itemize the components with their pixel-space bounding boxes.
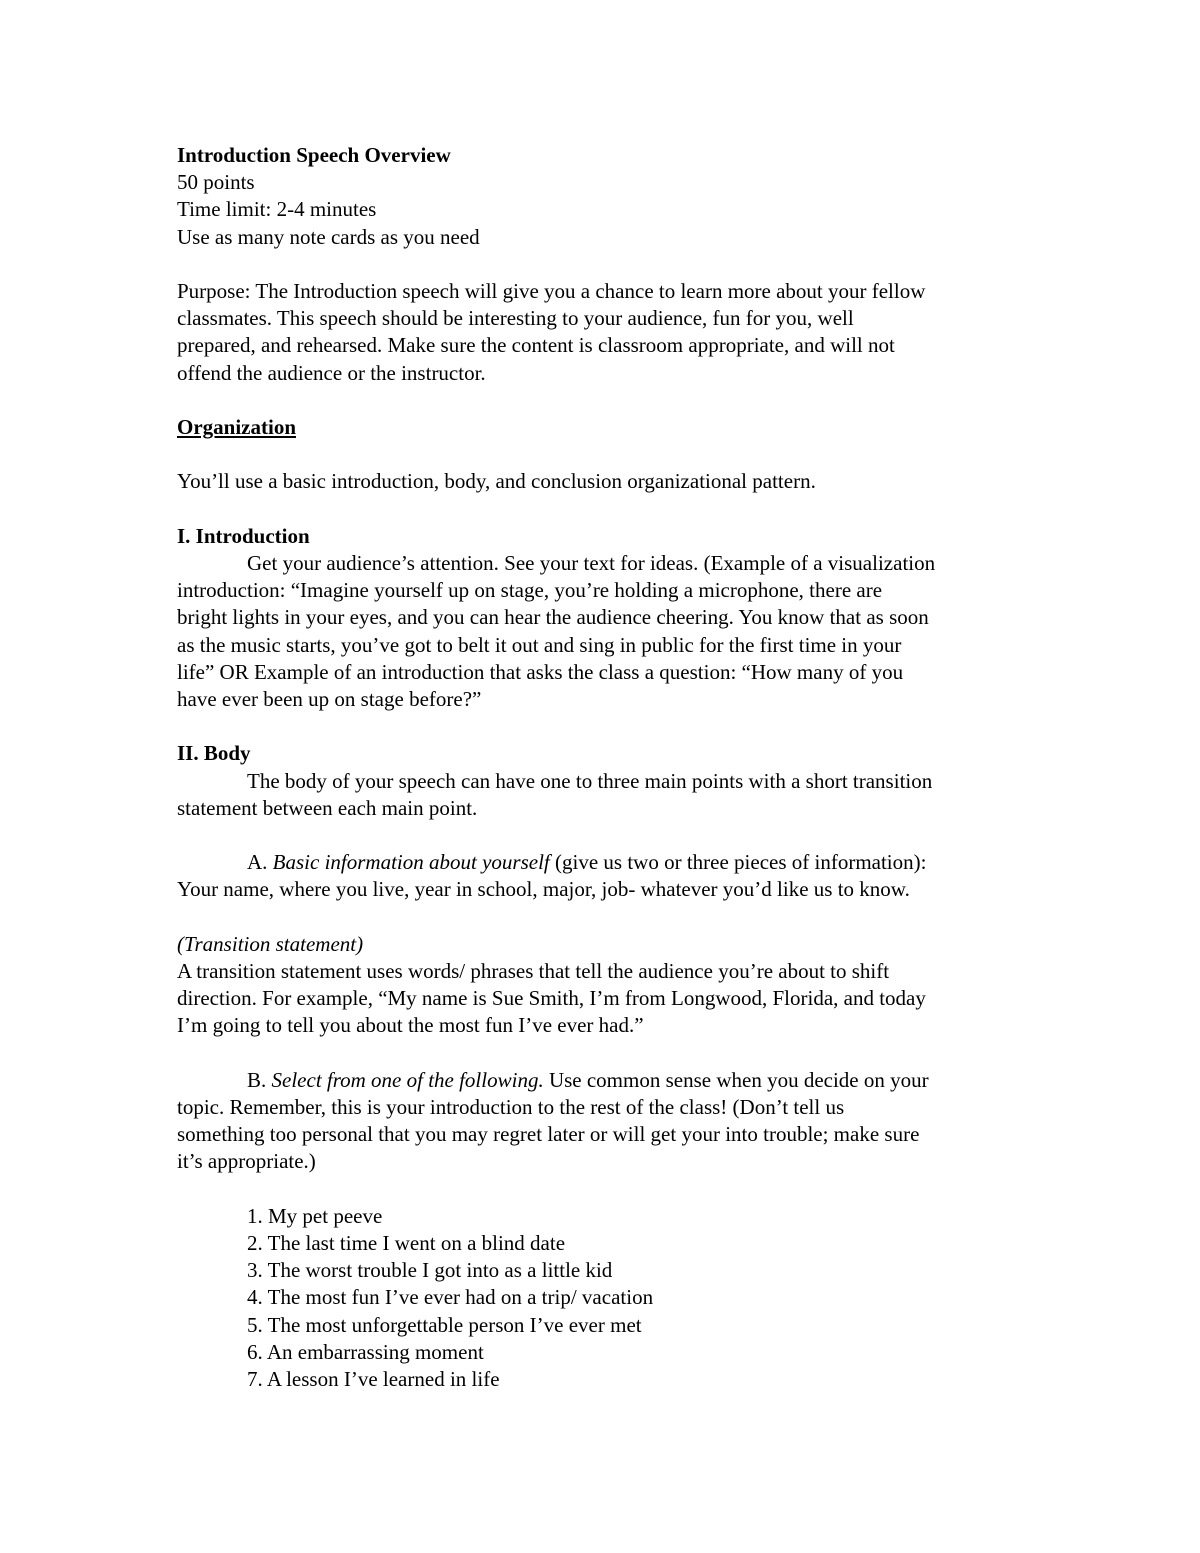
point-a-italic: Basic information about yourself [272, 850, 550, 875]
point-b-line: topic. Remember, this is your introduction to the rest of the class! (Don’t tell us [177, 1094, 845, 1119]
spacer [177, 822, 1037, 849]
transition-heading: (Transition statement) [177, 931, 364, 956]
transition-paragraph [177, 931, 1037, 1040]
point-b-line: something too personal that you may regret later or will get your into trouble; make sure [177, 1122, 920, 1147]
point-a-label: A. [247, 850, 273, 875]
spacer [177, 1040, 1037, 1067]
transition-line: direction. For example, “My name is Sue Smith, I’m from Longwood, Florida, and today [177, 986, 926, 1011]
spacer [177, 713, 1037, 740]
document-page [177, 142, 1037, 1393]
purpose-line: prepared, and rehearsed. Make sure the content is classroom appropriate, and will not [177, 333, 895, 358]
topics-list [177, 1203, 1037, 1393]
point-b-rest: Use common sense when you decide on your [543, 1067, 929, 1092]
introduction-line: as the music starts, you’ve got to belt it out and sing in public for the first time in your [177, 632, 902, 657]
introduction-line: have ever been up on stage before?” [177, 687, 482, 711]
spacer [177, 904, 1037, 931]
document-title: Introduction Speech Overview [177, 143, 451, 167]
point-b-first-line [177, 1067, 1037, 1094]
spacer [177, 1176, 1037, 1203]
body-heading: II. Body [177, 741, 251, 766]
introduction-line: introduction: “Imagine yourself up on stage, you’re holding a microphone, there are [177, 578, 883, 603]
point-a-rest: (give us two or three pieces of information): [549, 850, 927, 875]
list-item: 3. The worst trouble I got into as a little kid [247, 1258, 613, 1283]
list-item: 1. My pet peeve [247, 1203, 383, 1228]
note-cards-line: Use as many note cards as you need [177, 224, 480, 249]
list-item: 5. The most unforgettable person I’ve ever met [247, 1312, 642, 1337]
list-item: 6. An embarrassing moment [247, 1339, 484, 1364]
point-a-first-line [177, 849, 1037, 876]
organization-heading: Organization [177, 415, 296, 439]
transition-line: I’m going to tell you about the most fun I’ve ever had.” [177, 1013, 644, 1038]
spacer [177, 496, 1037, 523]
point-b-label: B. [247, 1067, 272, 1092]
purpose-line: Purpose: The Introduction speech will give you a chance to learn more about your fellow [177, 279, 926, 303]
body-line: The body of your speech can have one to three main points with a short transition [247, 768, 933, 793]
points-line: 50 points [177, 170, 255, 195]
introduction-line: Get your audience’s attention. See your text for ideas. (Example of a visualization [247, 550, 936, 575]
list-item: 2. The last time I went on a blind date [247, 1230, 566, 1255]
point-a-line: Your name, where you live, year in school, major, job- whatever you’d like us to know. [177, 877, 910, 902]
spacer [177, 441, 1037, 468]
list-item: 4. The most fun I’ve ever had on a trip/ vacation [247, 1285, 654, 1310]
body-paragraph [177, 768, 1037, 822]
introduction-heading: I. Introduction [177, 523, 310, 548]
point-b-line: it’s appropriate.) [177, 1149, 316, 1174]
introduction-paragraph [177, 550, 1037, 713]
point-b-paragraph [177, 1067, 1037, 1176]
introduction-line: life” OR Example of an introduction that asks the class a question: “How many of you [177, 659, 904, 684]
purpose-line: classmates. This speech should be interesting to your audience, fun for you, well [177, 306, 854, 331]
organization-text: You’ll use a basic introduction, body, and conclusion organizational pattern. [177, 469, 816, 494]
transition-line: A transition statement uses words/ phrases that tell the audience you’re about to shift [177, 958, 890, 983]
point-a-paragraph [177, 849, 1037, 903]
purpose-paragraph [177, 278, 1037, 387]
purpose-line: offend the audience or the instructor. [177, 360, 486, 385]
list-item: 7. A lesson I’ve learned in life [247, 1367, 500, 1391]
spacer [177, 251, 1037, 278]
point-b-italic: Select from one of the following. [271, 1067, 544, 1092]
introduction-line: bright lights in your eyes, and you can hear the audience cheering. You know that as soon [177, 605, 929, 630]
time-limit-line: Time limit: 2-4 minutes [177, 197, 377, 222]
spacer [177, 387, 1037, 414]
body-line: statement between each main point. [177, 795, 478, 820]
